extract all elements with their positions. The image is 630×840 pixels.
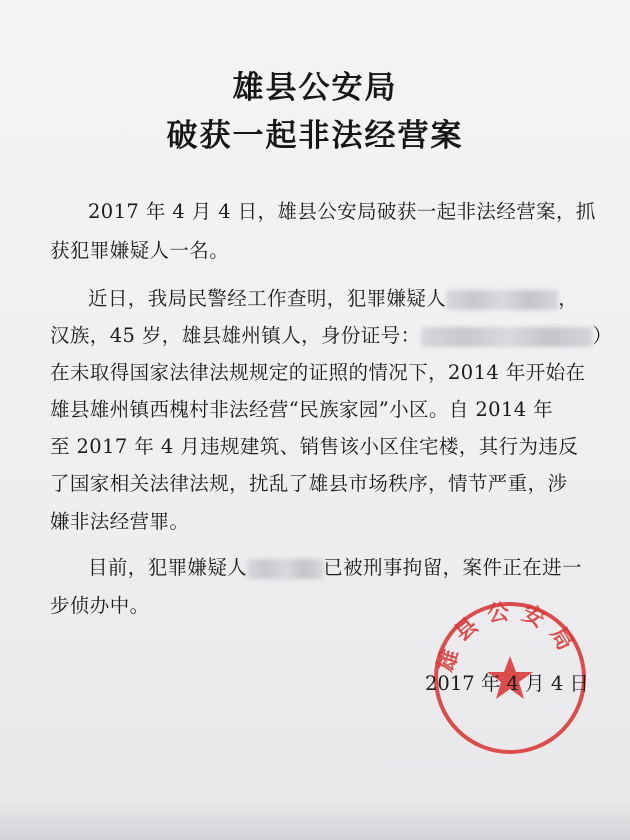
paragraph-2-line-1-end: ， [558, 287, 579, 310]
paragraph-2-line-1-text: 近日，我局民警经工作查明，犯罪嫌疑人 [88, 287, 447, 310]
paragraph-2-line-7: 嫌非法经营罪。 [50, 510, 190, 533]
seal-ring-text: 雄县公安局 [433, 598, 583, 676]
document-title-line1: 雄县公安局 [232, 70, 398, 106]
paragraph-2-line-4: 雄县雄州镇西槐村非法经营“民族家园”小区。自 2014 年 [50, 398, 554, 421]
paragraph-2-line-1 [88, 283, 578, 311]
paragraph-2-line-2-end: ） [592, 324, 613, 347]
paragraph-2-line-3: 在未取得国家法律法规规定的证照的情况下，2014 年开始在 [50, 361, 586, 384]
paragraph-3-line-1-text: 目前，犯罪嫌疑人 [88, 556, 248, 579]
document-date: 2017 年 4 月 4 日 [425, 672, 589, 695]
paragraph-2-line-2-text: 汉族，45 岁，雄县雄州镇人，身份证号： [50, 324, 421, 347]
page-shadow [0, 800, 630, 840]
redacted-suspect-blur [247, 559, 323, 579]
paragraph-1-line-1: 2017 年 4 月 4 日，雄县公安局破获一起非法经营案，抓 [88, 200, 596, 223]
paragraph-3-line-2: 步侦办中。 [50, 594, 150, 617]
paragraph-3-line-1 [88, 552, 582, 580]
paragraph-2-line-5: 至 2017 年 4 月违规建筑、销售该小区住宅楼，其行为违反 [50, 435, 579, 458]
redacted-id-blur [421, 327, 593, 347]
paragraph-2-line-2 [50, 320, 612, 348]
paragraph-1-line-2: 获犯罪嫌疑人一名。 [50, 239, 230, 262]
paragraph-3-line-1-end: 已被刑事拘留，案件正在进一 [323, 556, 582, 579]
document-title-line2: 破获一起非法经营案 [166, 118, 464, 154]
redacted-name-blur [446, 290, 558, 310]
paragraph-2-line-6: 了国家相关法律法规，扰乱了雄县市场秩序，情节严重，涉 [50, 472, 568, 495]
